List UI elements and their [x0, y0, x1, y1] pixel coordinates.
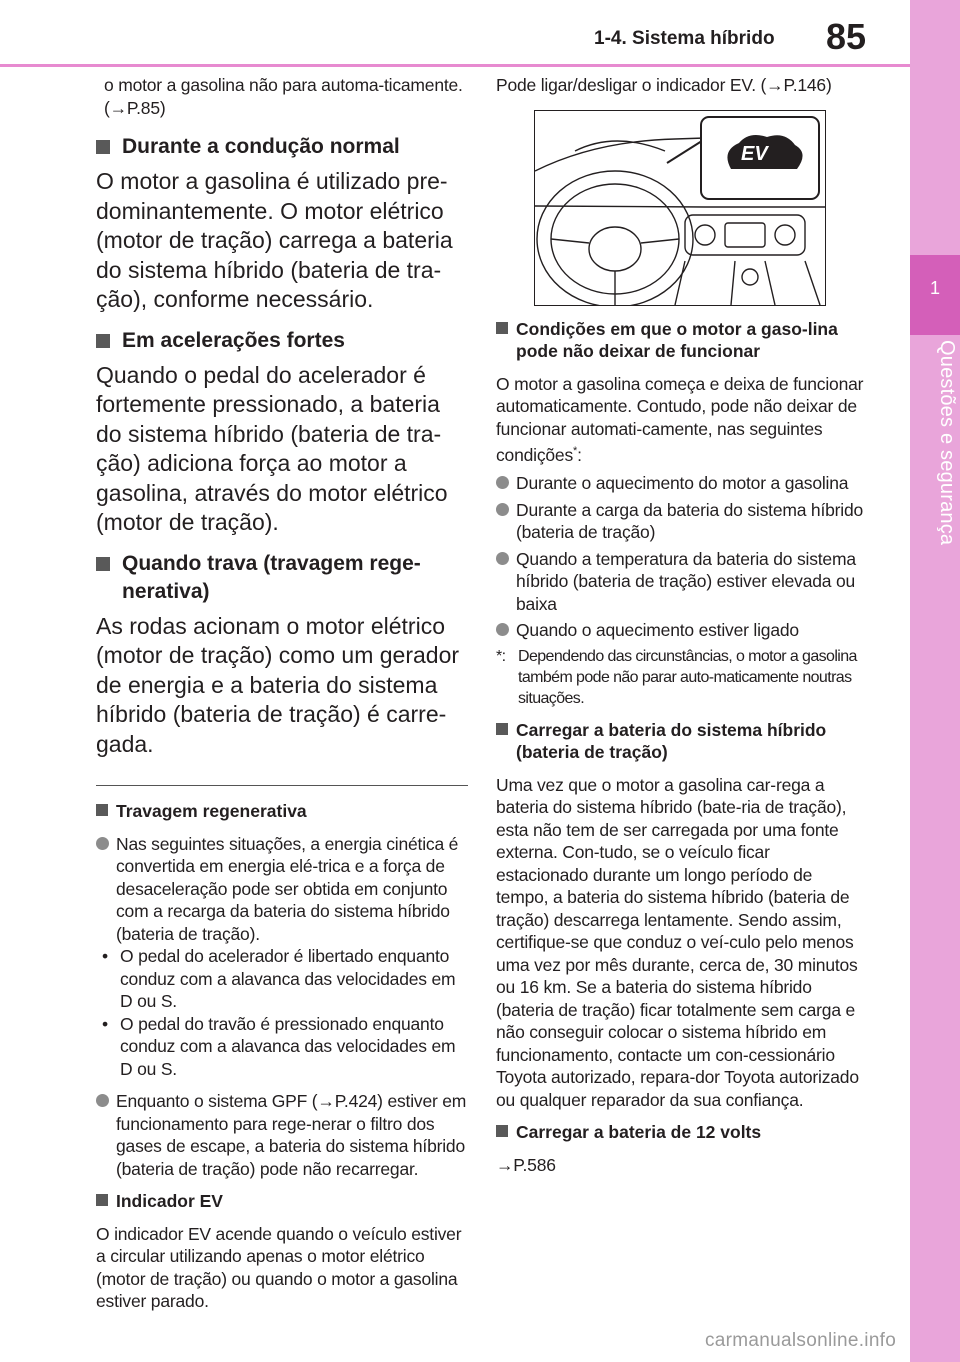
right-column: [496, 74, 866, 1176]
paragraph: [496, 373, 866, 467]
list-item-text: Durante a carga da bateria do sistema híbrido (bateria de tração): [516, 499, 864, 543]
paragraph: As rodas acionam o motor elétrico (motor de tração) como um gerador de energia e a bateria do sistema híbrido (bateria de tração) é carre-gada.: [96, 612, 460, 757]
header-rule: [0, 64, 910, 67]
heading-regenerative-braking: [96, 550, 468, 606]
footnote-text: Dependendo das circunstâncias, o motor a gasolina também pode não parar auto-maticamente noutras situações.: [518, 647, 857, 707]
heading-strong-acceleration: [96, 327, 468, 355]
square-bullet-icon: [96, 334, 110, 348]
intro-text: o motor a gasolina não para automa-ticamente. (→P.85): [104, 75, 463, 118]
left-column: [96, 74, 468, 1313]
footnote-marker: *: [573, 445, 578, 457]
chapter-sidebar: [910, 0, 960, 1362]
list-item: [496, 548, 866, 616]
page-reference: →P.586: [496, 1154, 556, 1175]
heading-12v-battery: [496, 1121, 866, 1144]
heading-text: Durante a condução normal: [122, 135, 400, 158]
list-item-text: Quando o aquecimento estiver ligado: [516, 620, 799, 641]
heading-text: Carregar a bateria do sistema híbrido (bateria de tração): [516, 719, 827, 763]
square-bullet-icon: [96, 1194, 108, 1206]
heading-normal-driving: [96, 133, 468, 161]
footnote-mark: *:: [496, 647, 506, 665]
heading-indicador-ev: [96, 1190, 468, 1213]
list-item-text: Enquanto o sistema GPF (→P.424) estiver em funcionamento para rege-nerar o filtro dos gases de escape, a bateria do sistema híbrido (bateria de tração) pode não recarregar.: [116, 1091, 467, 1179]
square-bullet-icon: [96, 804, 108, 816]
square-bullet-icon: [496, 1125, 508, 1137]
square-bullet-icon: [496, 322, 508, 334]
round-bullet-icon: [496, 623, 509, 636]
list-item: [496, 472, 866, 495]
list-item: [496, 619, 866, 642]
list-item: [496, 499, 866, 544]
heading-engine-conditions: [496, 318, 866, 363]
sub-list-item: [96, 1013, 468, 1081]
bullet-point-icon: •: [102, 1013, 108, 1034]
square-bullet-icon: [496, 723, 508, 735]
list-item: [96, 1090, 468, 1180]
footnote: [496, 646, 866, 709]
heading-text: Condições em que o motor a gaso-lina pode não deixar de funcionar: [516, 318, 838, 361]
ev-indicator-illustration: [534, 110, 826, 306]
paragraph-text: O motor a gasolina começa e deixa de funcionar automaticamente. Contudo, pode não deixar de funcionar automati-camente, nas seguintes condições: [496, 373, 864, 465]
round-bullet-icon: [96, 1094, 109, 1107]
paragraph: O indicador EV acende quando o veículo estiver a circular utilizando apenas o motor elétrico (motor de tração) ou quando o motor a gasolina estiver parado.: [96, 1223, 462, 1311]
paragraph-end: :: [577, 444, 582, 465]
heading-travagem-regenerativa: [96, 800, 468, 823]
page-number: 85: [826, 16, 867, 57]
round-bullet-icon: [496, 476, 509, 489]
section-title: 1-4. Sistema híbrido: [594, 28, 775, 49]
list-item-text: Quando a temperatura da bateria do sistema híbrido (bateria de tração) estiver elevada ou baixa: [516, 548, 856, 614]
heading-text: Em acelerações fortes: [122, 328, 345, 352]
dashboard-drawing: [535, 111, 825, 305]
round-bullet-icon: [496, 503, 509, 516]
round-bullet-icon: [496, 552, 509, 565]
paragraph: O motor a gasolina é utilizado pre-dominantemente. O motor elétrico (motor de tração) carrega a bateria do sistema híbrido (bateria de tra-ção), conforme necessário.: [96, 168, 453, 312]
heading-text: Travagem regenerativa: [116, 801, 307, 821]
round-bullet-icon: [96, 837, 109, 850]
heading-text: Indicador EV: [116, 1191, 223, 1211]
list-item-text: Nas seguintes situações, a energia cinética é convertida em energia elé-trica e a força de desaceleração pode ser obtida em conjunto com a recarga da bateria do sistema híbrido (bateria de tração).: [116, 833, 459, 944]
watermark: carmanualsonline.info: [705, 1330, 897, 1351]
bullet-point-icon: •: [102, 946, 108, 966]
intro-text: Pode ligar/desligar o indicador EV. (→P.146): [496, 75, 832, 95]
paragraph: Uma vez que o motor a gasolina car-rega a bateria do sistema híbrido (bate-ria de tração), esta não tem de ser carregada por uma fonte externa. Con-tudo, se o veículo ficar estacionado durante um longo período de tempo, a bateria do sistema híbrido (bateria de tração) descarrega lentamente. Sendo assim, certifique-se que conduz o veí-culo pelo menos uma vez por mês durante, cerca de, 30 minutos ou 16 km. Se a bateria do sistema híbrido (bateria de tração) ficar totalmente sem carga e não conseguir colocar o sistema híbrido em funcionamento, contacte um con-cessionário Toyota autorizado, repara-dor Toyota autorizado ou qualquer reparador da sua confiança.: [496, 774, 859, 1110]
divider: [96, 785, 468, 786]
list-item-text: Durante o aquecimento do motor a gasolina: [516, 473, 849, 494]
heading-text: Quando trava (travagem rege-nerativa): [122, 551, 421, 603]
list-item: [96, 833, 468, 946]
ev-indicator-label: EV: [741, 142, 768, 165]
sub-list-item-text: O pedal do travão é pressionado enquanto conduz com a alavanca das velocidades em D ou S.: [120, 1013, 456, 1079]
heading-hybrid-battery-charging: [496, 719, 866, 764]
heading-text: Carregar a bateria de 12 volts: [516, 1122, 762, 1143]
sub-list-item: [96, 945, 468, 1013]
chapter-number: 1: [929, 278, 940, 298]
paragraph: Quando o pedal do acelerador é fortemente pressionado, a bateria do sistema híbrido (bateria de tra-ção) adiciona força ao motor a gasolina, através do motor elétrico (motor de tração).: [96, 361, 448, 535]
square-bullet-icon: [96, 557, 110, 571]
square-bullet-icon: [96, 140, 110, 154]
chapter-title: Questões e segurança: [936, 340, 958, 546]
sub-list-item-text: O pedal do acelerador é libertado enquanto conduz com a alavanca das velocidades em D ou S.: [120, 946, 456, 1011]
